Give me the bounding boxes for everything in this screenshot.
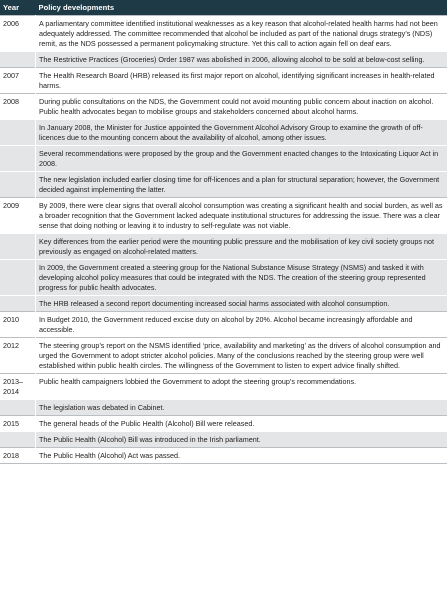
year-cell: 2015 xyxy=(0,416,36,432)
year-cell xyxy=(0,296,36,312)
year-column-header: Year xyxy=(0,0,36,16)
year-cell xyxy=(0,52,36,68)
development-cell: The Health Research Board (HRB) released its first major report on alcohol, identifying significant increases in health-related harms. xyxy=(36,68,447,94)
developments-column-header: Policy developments xyxy=(36,0,447,16)
development-cell: The general heads of the Public Health (Alcohol) Bill were released. xyxy=(36,416,447,432)
development-cell: During public consultations on the NDS, the Government could not avoid mounting public concern about inaction on alcohol. Public health advocates began to mobilise groups and stakeholders concerned about alcohol harms. xyxy=(36,94,447,120)
year-cell: 2010 xyxy=(0,312,36,338)
development-cell: The new legislation included earlier closing time for off-licences and a plan for structural separation; however, the Government decided against implementing the latter. xyxy=(36,172,447,198)
development-cell: Key differences from the earlier period were the mounting public pressure and the mobilisation of key civil society groups not previously as engaged on alcohol-related matters. xyxy=(36,234,447,260)
table-row xyxy=(0,52,447,68)
table-row xyxy=(0,338,447,374)
table-row xyxy=(0,296,447,312)
year-cell xyxy=(0,120,36,146)
year-cell: 2013–2014 xyxy=(0,374,36,400)
table-row xyxy=(0,146,447,172)
year-cell xyxy=(0,146,36,172)
development-cell: In 2009, the Government created a steering group for the National Substance Misuse Strategy (NSMS) and tasked it with developing alcohol policy measures that could be integrated with the NDS. The creation of the steering group represented progress for public health advocates. xyxy=(36,260,447,296)
development-cell: The Restrictive Practices (Groceries) Order 1987 was abolished in 2006, allowing alcohol to be sold at below-cost selling. xyxy=(36,52,447,68)
table-row xyxy=(0,198,447,234)
development-cell: The steering group’s report on the NSMS identified ‘price, availability and marketing’ as the drivers of alcohol consumption and urged the Government to adopt stricter alcohol policies. Many of the conclusions reached by the steering group were well established within public health circles. The willingness of the Government to listen to expert advice finally shifted. xyxy=(36,338,447,374)
year-cell xyxy=(0,260,36,296)
year-cell xyxy=(0,172,36,198)
table-row xyxy=(0,260,447,296)
development-cell: By 2009, there were clear signs that overall alcohol consumption was creating a significant health and social burden, as well as a broader recognition that the Government lacked adequate institutional structures for addressing the issue. There was a clear sense that doing nothing or leaving it to industry to self-regulate was not viable. xyxy=(36,198,447,234)
table-row xyxy=(0,16,447,52)
table-row xyxy=(0,416,447,432)
development-cell: The Public Health (Alcohol) Bill was introduced in the Irish parliament. xyxy=(36,432,447,448)
year-cell xyxy=(0,400,36,416)
year-cell: 2008 xyxy=(0,94,36,120)
development-cell: In January 2008, the Minister for Justice appointed the Government Alcohol Advisory Group to examine the growth of off-licences due to the mounting concern about the availability of alcohol, among other issues. xyxy=(36,120,447,146)
development-cell: The HRB released a second report documenting increased social harms associated with alcohol consumption. xyxy=(36,296,447,312)
year-cell: 2012 xyxy=(0,338,36,374)
development-cell: Several recommendations were proposed by the group and the Government enacted changes to the Intoxicating Liquor Act in 2008. xyxy=(36,146,447,172)
year-cell: 2007 xyxy=(0,68,36,94)
year-cell xyxy=(0,432,36,448)
development-cell: A parliamentary committee identified institutional weaknesses as a key reason that alcohol-related health harms had not been adequately addressed. The committee recommended that alcohol be included as part of the national drugs strategy’s (NDS) remit, as the NDS possessed a permanent policymaking structure. Yet this call to action again fell on deaf ears. xyxy=(36,16,447,52)
year-cell: 2018 xyxy=(0,448,36,464)
table-row xyxy=(0,94,447,120)
table-row xyxy=(0,374,447,400)
development-cell: The Public Health (Alcohol) Act was passed. xyxy=(36,448,447,464)
table-row xyxy=(0,312,447,338)
development-cell: Public health campaigners lobbied the Government to adopt the steering group’s recommendations. xyxy=(36,374,447,400)
year-cell xyxy=(0,234,36,260)
table-row xyxy=(0,432,447,448)
development-cell: In Budget 2010, the Government reduced excise duty on alcohol by 20%. Alcohol became increasingly affordable and accessible. xyxy=(36,312,447,338)
table-row xyxy=(0,120,447,146)
table-row xyxy=(0,400,447,416)
development-cell: The legislation was debated in Cabinet. xyxy=(36,400,447,416)
table-header-row xyxy=(0,0,447,16)
table-row xyxy=(0,234,447,260)
table-row xyxy=(0,68,447,94)
table-row xyxy=(0,172,447,198)
year-cell: 2009 xyxy=(0,198,36,234)
table-row xyxy=(0,448,447,464)
year-cell: 2006 xyxy=(0,16,36,52)
